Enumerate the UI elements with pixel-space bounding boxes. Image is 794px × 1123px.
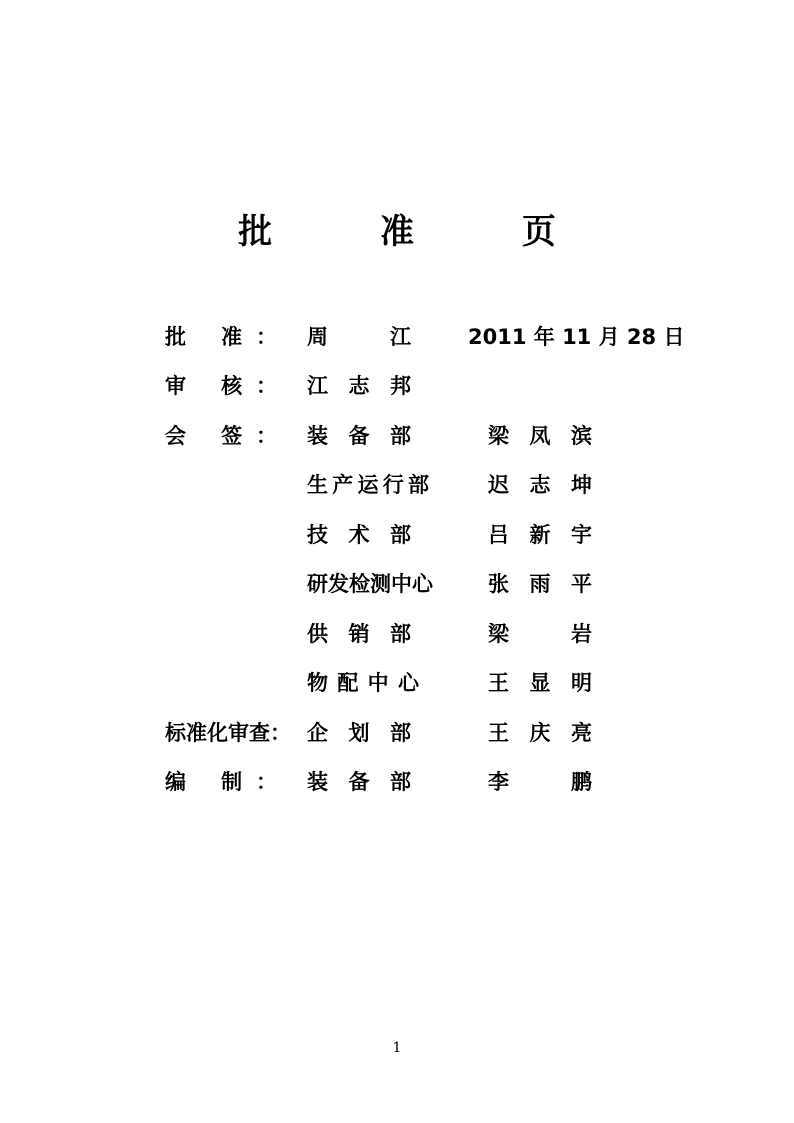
reviewer-name: 江 志 邦 [307, 374, 411, 398]
signer-name: 梁 岩 [488, 622, 592, 646]
countersign-row [0, 470, 794, 500]
standardization-row [0, 718, 794, 748]
approval-row [0, 322, 794, 352]
page-number: 1 [392, 1040, 402, 1056]
approver-name: 周 江 [307, 325, 411, 349]
reviewer-name: 王 庆 亮 [488, 721, 592, 745]
countersign-row [0, 421, 794, 451]
review-row [0, 371, 794, 401]
department-name: 生产运行部 [307, 473, 429, 497]
reviewer-label: 审 核： [165, 374, 277, 398]
page-title: 批 准 页 [238, 212, 604, 252]
signer-name: 吕 新 宇 [488, 523, 592, 547]
countersign-row [0, 569, 794, 599]
department-name: 技 术 部 [307, 523, 411, 547]
department-name: 企 划 部 [307, 721, 411, 745]
compiler-name: 李 鹏 [488, 770, 592, 794]
signer-name: 梁 凤 滨 [488, 424, 592, 448]
department-name: 研发检测中心 [307, 572, 433, 596]
countersign-row [0, 520, 794, 550]
department-name: 物 配 中 心 [307, 671, 419, 695]
compiler-label: 编 制： [165, 770, 277, 794]
department-name: 装 备 部 [307, 770, 411, 794]
signer-name: 迟 志 坤 [488, 473, 592, 497]
approval-date: 2011 年 11 月 28 日 [468, 325, 685, 349]
countersign-row [0, 619, 794, 649]
compiler-row [0, 767, 794, 797]
signer-name: 张 雨 平 [488, 572, 592, 596]
department-name: 供 销 部 [307, 622, 411, 646]
approver-label: 批 准： [165, 325, 277, 349]
signer-name: 王 显 明 [488, 671, 592, 695]
department-name: 装 备 部 [307, 424, 411, 448]
countersign-row [0, 668, 794, 698]
countersign-label: 会 签： [165, 424, 277, 448]
standardization-label: 标准化审查： [165, 721, 291, 745]
